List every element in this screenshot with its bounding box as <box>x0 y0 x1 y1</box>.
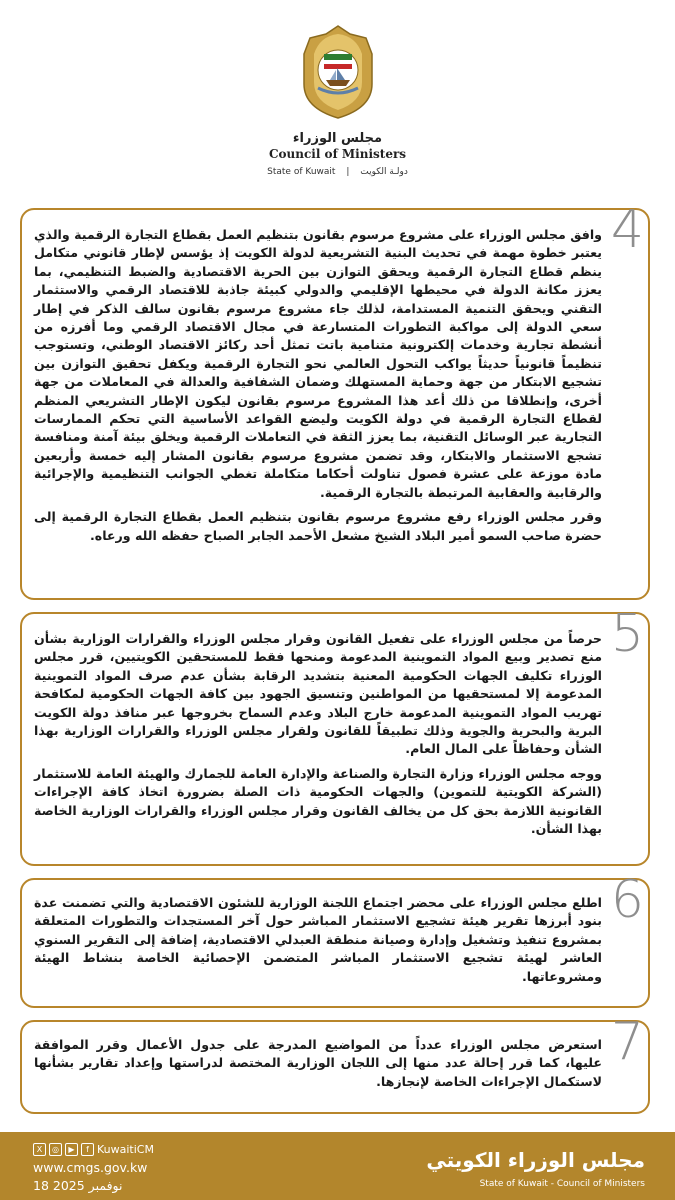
x-icon[interactable]: X <box>33 1143 46 1156</box>
instagram-icon[interactable]: ◎ <box>49 1143 62 1156</box>
section-5-box <box>20 604 650 866</box>
social-handle[interactable]: KuwaitiCM <box>97 1143 154 1156</box>
section-4-number: 4 <box>610 200 644 260</box>
footer <box>0 1132 675 1200</box>
header-state-line <box>0 167 675 177</box>
section-5-paragraph-2: ووجه مجلس الوزراء وزارة التجارة والصناعة والإدارة العامة للجمارك والهيئة العامة للاستثمار (الشركة الكويتية للتموين) والجهات الحكومية ذات الصلة بضرورة اتخاذ كافة الإجراءات القانونية اللازمة بحق كل من يخالف القانون وقرار مجلس الوزراء والقرارات الوزارية الخاصة بهذا الشأن. <box>34 765 602 837</box>
section-4-box <box>20 200 650 600</box>
kuwait-emblem-icon <box>298 24 378 120</box>
state-english: State of Kuwait <box>267 167 336 177</box>
section-4-paragraph-2: وقرر مجلس الوزراء رفع مشروع مرسوم بقانون بتنظيم العمل بقطاع التجارة الرقمية إلى حضرة صاحب السمو أمير البلاد الشيخ مشعل الأحمد الجابر الصباح حفظه الله ورعاه. <box>34 509 602 543</box>
section-7-box <box>20 1012 650 1114</box>
section-4-text <box>34 226 602 551</box>
header-title-english: Council of Ministers <box>268 147 407 161</box>
footer-website[interactable]: www.cmgs.gov.kw <box>33 1160 148 1175</box>
section-7-paragraph-1: استعرض مجلس الوزراء عدداً من المواضيع المدرجة على جدول الأعمال وقرر الموافقة عليها، كما قرر إحالة عدد منها إلى اللجان الوزارية المختصة لدراستها وإعداد تقارير بشأنها لاستكمال الإجراءات الخاصة لإنجازها. <box>34 1037 602 1089</box>
section-6-text <box>34 894 602 992</box>
section-7-number: 7 <box>610 1012 644 1072</box>
footer-date: 18 نوفمبر 2025 <box>33 1178 123 1193</box>
section-6-box <box>20 870 650 1008</box>
section-4-paragraph-1: وافق مجلس الوزراء على مشروع مرسوم بقانون بتنظيم العمل بقطاع التجارة الرقمية والذي يعتبر خطوة مهمة في تحديث البنية التشريعية لدولة الكويت إذ يؤسس لإطار قانوني متكامل ينظم قطاع التجارة الرقمية ويحقق التوازن بين الحرية الاقتصادية والضبط التنظيمي، بما يعزز مكانة الدولة في محيطها الإقليمي والدولي كبيئة جاذبة للاقتصاد الرقمي والاستثمار التقني ويحقق التنمية المستدامة، لذلك جاء مشروع مرسوم بقانون سالف الذكر في إطار سعي الدولة إلى مواكبة التطورات المتسارعة في مجال الاقتصاد الرقمي وما أفرزه من أنشطة تجارية وخدمات إلكترونية متنامية باتت تمثل أحد ركائز الاقتصاد الوطني، وتستوجب تنظيماً قانونياً حديثاً يواكب التحول العالمي نحو التجارة الرقمية ويكفل تحقيق التوازن بين تشجيع الابتكار من جهة وحماية المستهلك وضمان الشفافية والعدالة في المعاملات من جهة أخرى، وإنطلاقا من ذلك أعد هذا المشروع مرسوم بقانون ليكون الإطار التشريعي المنظم لقطاع التجارة الرقمية في دولة الكويت وليضع القواعد الأساسية التي تحكم الممارسات التجارية عبر الوسائل التقنية، بما يعزز الثقة في التعاملات الرقمية ويخلق بيئة آمنة ومنافسة تشجع الاستثمار والابتكار، وقد تضمن مشروع مرسوم بقانون المشار إليه خمسة وأربعين مادة موزعة على عشرة فصول تناولت أحكاما متكاملة تغطي الجوانب التنظيمية والإجرائية والرقابية والعقابية المرتبطة بالتجارة الرقمية. <box>34 227 602 500</box>
facebook-icon[interactable]: f <box>81 1143 94 1156</box>
youtube-icon[interactable]: ▶ <box>65 1143 78 1156</box>
section-7-text <box>34 1036 602 1097</box>
section-5-text <box>34 630 602 844</box>
header-title-arabic: مجلس الوزراء <box>292 131 383 146</box>
section-6-paragraph-1: اطلع مجلس الوزراء على محضر اجتماع اللجنة الوزارية للشئون الاقتصادية والتي تضمنت عدة بنود أبرزها تقرير هيئة تشجيع الاستثمار المباشر حول آخر المستجدات والتطورات المتعلقة بمشروع تنفيذ وتشغيل وإدارة وصيانة منطقة العبدلي الاقتصادية، إضافة إلى التقرير السنوي العاشر لهيئة تشجيع الاستثمار المباشر المتضمن الإحصائية الخاصة بنشاط الهيئة ومشروعاتها. <box>34 895 602 984</box>
state-separator: | <box>346 167 350 177</box>
footer-social <box>33 1143 154 1156</box>
state-arabic: دولـة الكويت <box>360 167 408 177</box>
section-5-paragraph-1: حرصاً من مجلس الوزراء على تفعيل القانون وقرار مجلس الوزراء والقرارات الوزارية بشأن منع تصدير وبيع المواد التموينية المدعومة ومنحها فقط للمستحقين الكويتيين، قرر مجلس الوزراء تكليف الجهات الحكومية المعنية بتشديد الرقابة بشأن عدم صرف المواد التموينية المدعومة إلا لمستحقيها من المواطنين وتنسيق الجهود بين كافة الجهات الحكومية لمكافحة تهريب المواد التموينية المدعومة خارج البلاد وعدم السماح بخروجها عبر منافذ دولة الكويت البرية والبحرية والجوية وذلك تطبيقاً للقانون ولقرار مجلس الوزراء والقرارات الوزارية بهذا الشأن وحفاظاً على المال العام. <box>34 631 602 757</box>
header <box>0 0 675 200</box>
footer-brand-arabic: مجلس الوزراء الكويتي <box>426 1148 645 1172</box>
footer-brand-english: State of Kuwait - Council of Ministers <box>479 1179 645 1189</box>
section-5-number: 5 <box>610 604 644 664</box>
section-6-number: 6 <box>610 870 644 930</box>
